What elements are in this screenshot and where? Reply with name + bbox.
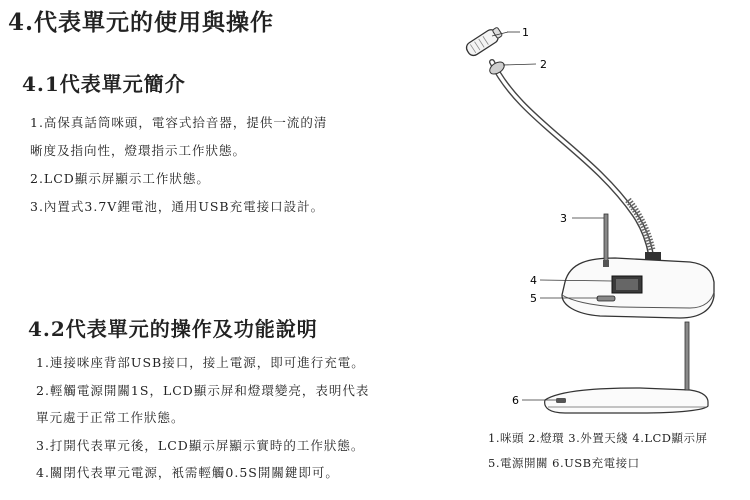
operation-line-2: 2.輕觸電源開關1S，LCD顯示屏和燈環變亮，表明代表 [36, 383, 370, 398]
callout-1: 1 [522, 26, 529, 39]
mic-head-icon [464, 25, 503, 57]
intro-line-1: 1.高保真話筒咪頭，電容式拾音器，提供一流的清 [30, 115, 328, 130]
callout-4: 4 [530, 274, 537, 287]
callout-2: 2 [540, 58, 547, 71]
operation-line-5: 4.關閉代表單元電源，衹需輕觸0.5S開關鍵即可。 [36, 465, 339, 480]
callout-3: 3 [560, 212, 567, 225]
callout-6: 6 [512, 394, 519, 407]
intro-line-4: 3.內置式3.7V鋰電池，通用USB充電接口設計。 [30, 199, 325, 214]
operation-heading: 4.2代表單元的操作及功能說明 [28, 317, 318, 341]
base-side-view-icon [545, 388, 708, 413]
legend-line-2: 5.電源開關 6.USB充電接口 [488, 456, 640, 470]
operation-line-1: 1.連接咪座背部USB接口，接上電源，即可進行充電。 [36, 355, 365, 370]
intro-line-2: 晰度及指向性，燈環指示工作狀態。 [30, 143, 247, 158]
operation-line-4: 3.打開代表單元後，LCD顯示屏顯示實時的工作狀態。 [36, 438, 365, 453]
intro-line-3: 2.LCD顯示屏顯示工作狀態。 [30, 171, 210, 186]
power-switch-icon [597, 296, 615, 301]
operation-line-3: 單元處于正常工作狀態。 [36, 410, 185, 425]
legend-line-1: 1.咪頭 2.燈環 3.外置天綫 4.LCD顯示屏 [488, 431, 708, 445]
antenna-icon [604, 214, 608, 266]
callout-5: 5 [530, 292, 537, 305]
page-title: 4.代表單元的使用與操作 [8, 9, 275, 36]
gooseneck-icon [492, 62, 652, 262]
usb-port-icon [556, 398, 566, 403]
intro-heading: 4.1代表單元簡介 [22, 72, 186, 96]
